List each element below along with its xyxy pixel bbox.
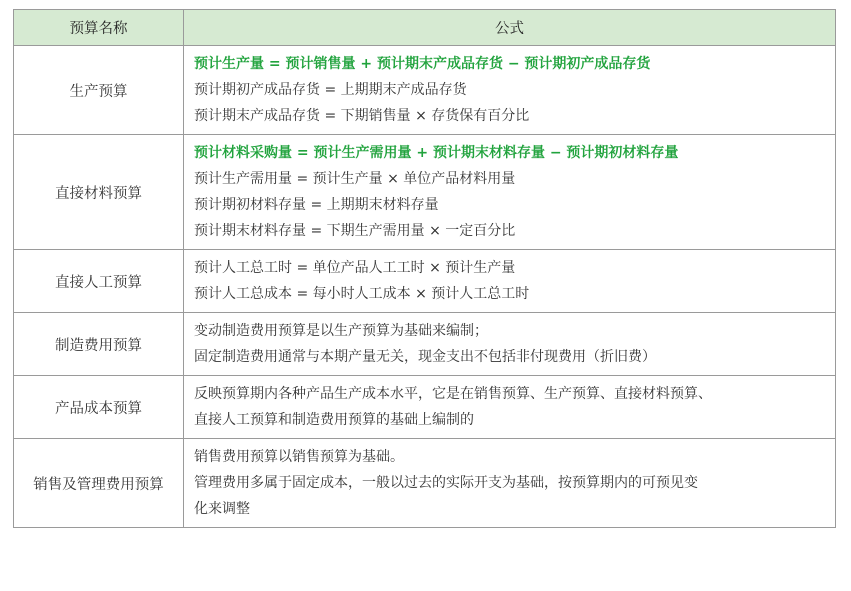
formula-line-highlight: 预计生产量 = 预计销售量 + 预计期末产成品存货 − 预计期初产成品存货 [194, 56, 651, 72]
formula-line: 预计期末产成品存货 = 下期销售量 × 存货保有百分比 [194, 108, 530, 124]
table-header-row [14, 10, 836, 46]
budget-name-cell: 制造费用预算 [14, 313, 184, 376]
budget-name-cell: 产品成本预算 [14, 376, 184, 439]
formula-line: 预计人工总成本 = 每小时人工成本 × 预计人工总工时 [194, 286, 530, 302]
formula-cell [184, 250, 836, 313]
table-row [14, 313, 836, 376]
budget-formula-table [13, 9, 836, 528]
table-row [14, 46, 836, 135]
formula-line: 直接人工预算和制造费用预算的基础上编制的 [194, 412, 474, 428]
formula-line: 化来调整 [194, 501, 250, 517]
formula-line: 预计人工总工时 = 单位产品人工工时 × 预计生产量 [194, 260, 516, 276]
budget-name-cell: 生产预算 [14, 46, 184, 135]
formula-line: 变动制造费用预算是以生产预算为基础来编制； [194, 323, 488, 339]
budget-name-cell: 销售及管理费用预算 [14, 439, 184, 528]
formula-line: 固定制造费用通常与本期产量无关，现金支出不包括非付现费用（折旧费） [194, 349, 656, 365]
formula-cell [184, 376, 836, 439]
table-row [14, 135, 836, 250]
table-row [14, 376, 836, 439]
header-formula: 公式 [184, 10, 836, 46]
formula-line: 预计期初材料存量 = 上期期末材料存量 [194, 197, 439, 213]
formula-cell [184, 135, 836, 250]
budget-name-cell: 直接人工预算 [14, 250, 184, 313]
formula-line: 预计生产需用量 = 预计生产量 × 单位产品材料用量 [194, 171, 516, 187]
formula-line: 反映预算期内各种产品生产成本水平，它是在销售预算、生产预算、直接材料预算、 [194, 386, 712, 402]
formula-cell [184, 46, 836, 135]
formula-cell [184, 313, 836, 376]
formula-cell [184, 439, 836, 528]
budget-name-cell: 直接材料预算 [14, 135, 184, 250]
formula-line-highlight: 预计材料采购量 = 预计生产需用量 + 预计期末材料存量 − 预计期初材料存量 [194, 145, 679, 161]
formula-line: 预计期初产成品存货 = 上期期末产成品存货 [194, 82, 467, 98]
formula-line: 预计期末材料存量 = 下期生产需用量 × 一定百分比 [194, 223, 516, 239]
header-budget-name: 预算名称 [14, 10, 184, 46]
table-row [14, 439, 836, 528]
formula-line: 管理费用多属于固定成本，一般以过去的实际开支为基础，按预算期内的可预见变 [194, 475, 698, 491]
table-row [14, 250, 836, 313]
formula-line: 销售费用预算以销售预算为基础。 [194, 449, 404, 465]
